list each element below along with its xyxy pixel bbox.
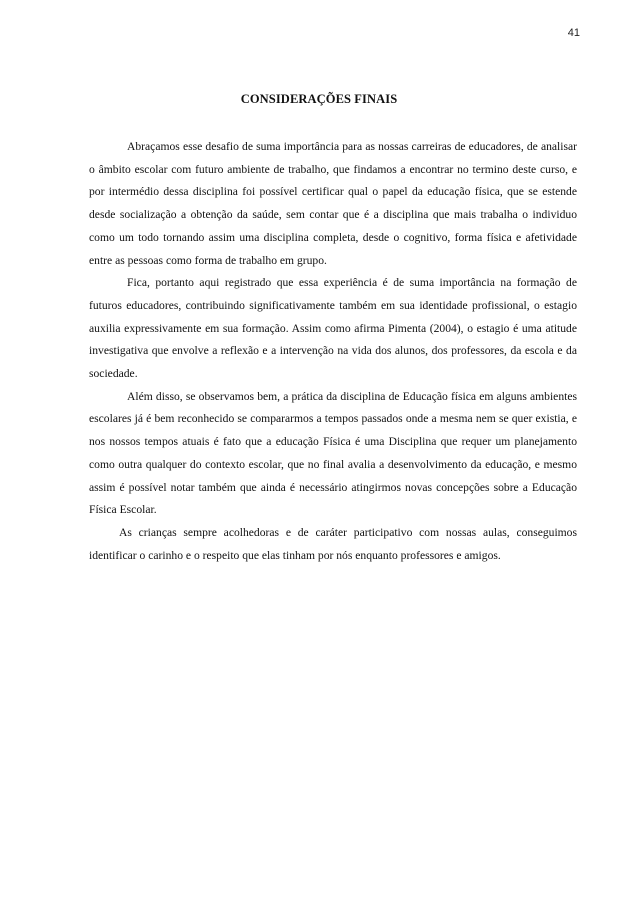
page-number: 41 — [567, 27, 580, 39]
paragraph-3: Além disso, se observamos bem, a prática da disciplina de Educação física em alguns ambientes escolares já é bem reconhecido se compararmos a tempos passados onde a mesma nem se quer existia, e nos nossos tempos atuais é fato que a educação Física é uma Disciplina que requer um planejamento como outra qualquer do contexto escolar, que no final avalia a desenvolvimento da educação, e mesmo assim é possível notar também que ainda é necessário atingirmos novas concepções sobre a Educação Física Escolar. — [89, 389, 577, 517]
section-title: CONSIDERAÇÕES FINAIS — [240, 92, 398, 106]
paragraph-2: Fica, portanto aqui registrado que essa experiência é de suma importância na formação de futuros educadores, contribuindo significativamente também em sua identidade profissional, o estagio auxilia expressivamente em sua formação. Assim como afirma Pimenta (2004), o estagio é uma atitude investigativa que envolve a reflexão e a intervenção na vida dos alunos, dos professores, da escola e da sociedade. — [89, 276, 577, 381]
paragraph-4: As crianças sempre acolhedoras e de caráter participativo com nossas aulas, conseguimos identificar o carinho e o respeito que elas tinham por nós enquanto professores e amigos. — [89, 525, 577, 562]
body-text — [89, 136, 577, 567]
paragraph-1: Abraçamos esse desafio de suma importância para as nossas carreiras de educadores, de analisar o âmbito escolar com futuro ambiente de trabalho, que findamos a encontrar no termino deste curso, e por intermédio dessa disciplina foi possível certificar qual o papel da educação física, que se estende desde socialização a obtenção da saúde, sem contar que é a disciplina que mais trabalha o individuo como um todo tornando assim uma disciplina completa, desde o cognitivo, forma física e afetividade entre as pessoas como forma de trabalho em grupo. — [89, 140, 577, 267]
